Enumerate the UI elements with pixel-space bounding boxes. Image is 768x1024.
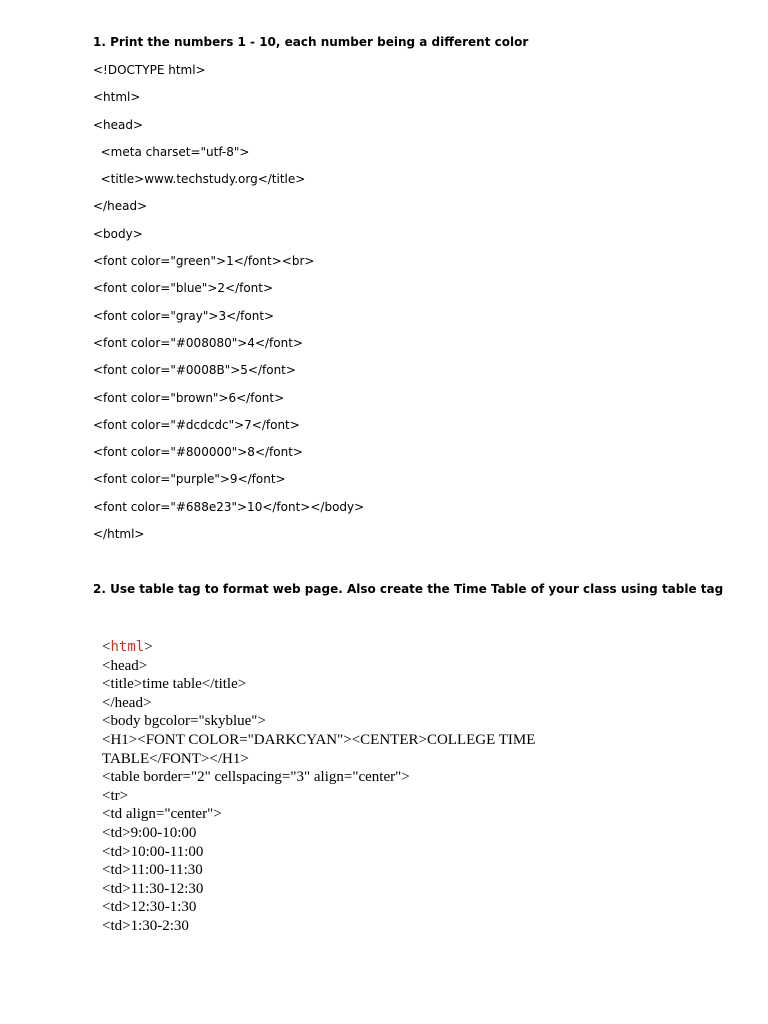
code-line: <font color="green">1</font><br> xyxy=(93,254,315,269)
code-line: <head> xyxy=(102,657,148,674)
code-line: <td>12:30-1:30 xyxy=(102,899,197,916)
code-line: <tr> xyxy=(102,787,129,804)
html-tag-name: html xyxy=(110,639,145,655)
code-line: <font color="#0008B">5</font> xyxy=(93,363,296,378)
code-line: </head> xyxy=(102,694,152,711)
code-line: <!DOCTYPE html> xyxy=(93,63,206,77)
code-line: <body> xyxy=(93,226,143,241)
question-1-code-block xyxy=(93,62,364,553)
code-line-html-open xyxy=(102,638,572,657)
code-line: <title>time table</title> xyxy=(102,676,247,693)
code-line: <meta charset="utf-8"> xyxy=(93,144,250,159)
code-line: <td>11:30-12:30 xyxy=(102,880,204,897)
question-2-heading: 2. Use table tag to format web page. Also create the Time Table of your class using table tag xyxy=(93,582,724,596)
code-line: </html> xyxy=(93,527,145,542)
code-line: <font color="gray">3</font> xyxy=(93,308,275,323)
code-line: <title>www.techstudy.org</title> xyxy=(93,172,306,187)
code-line: <td>9:00-10:00 xyxy=(102,824,197,841)
code-line: <font color="purple">9</font> xyxy=(93,472,286,487)
code-line: <font color="#800000">8</font> xyxy=(93,445,303,460)
code-line: </head> xyxy=(93,199,148,214)
close-bracket: > xyxy=(144,639,153,655)
code-line: <font color="#008080">4</font> xyxy=(93,335,303,350)
code-line: <font color="brown">6</font> xyxy=(93,390,285,405)
code-line: <td>10:00-11:00 xyxy=(102,843,204,860)
code-line: <font color="#688e23">10</font></body> xyxy=(93,499,365,514)
code-line: <table border="2" cellspacing="3" align="center"> xyxy=(102,769,410,786)
code-line: <html> xyxy=(93,90,141,105)
code-line: <td align="center"> xyxy=(102,806,222,823)
code-line: <H1><FONT COLOR="DARKCYAN"><CENTER>COLLEGE TIME TABLE</FONT></H1> xyxy=(102,731,536,767)
question-1-heading: 1. Print the numbers 1 - 10, each number being a different color xyxy=(93,35,529,49)
question-2-code-block xyxy=(102,638,572,936)
code-line: <td>11:00-11:30 xyxy=(102,862,203,879)
open-bracket: < xyxy=(102,639,111,655)
code-line: <head> xyxy=(93,117,144,132)
code-line: <body bgcolor="skyblue"> xyxy=(102,713,266,730)
code-line: <font color="#dcdcdc">7</font> xyxy=(93,417,300,432)
code-line: <font color="blue">2</font> xyxy=(93,281,274,296)
code-line: <td>1:30-2:30 xyxy=(102,917,189,934)
